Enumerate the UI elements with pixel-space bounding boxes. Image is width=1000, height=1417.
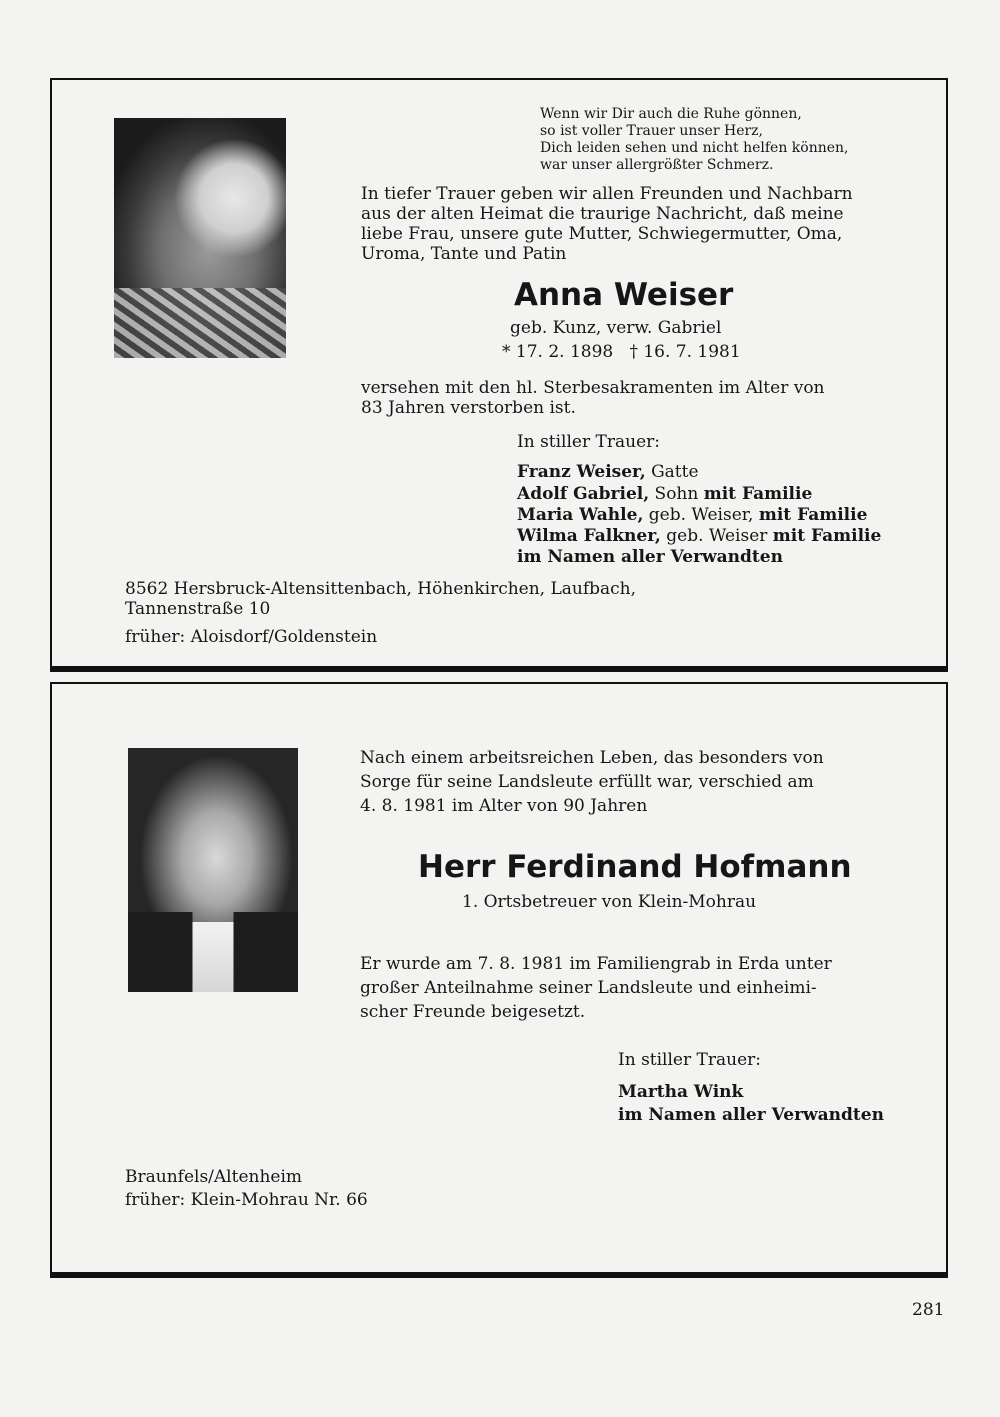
intro-line: Nach einem arbeitsreichen Leben, das besonders von <box>360 748 824 768</box>
poem-line: Wenn wir Dir auch die Ruhe gönnen, <box>540 106 802 122</box>
address-line: Braunfels/Altenheim <box>125 1167 303 1187</box>
obituary-anna-weiser <box>50 78 948 668</box>
role: 1. Ortsbetreuer von Klein-Mohrau <box>462 892 757 912</box>
obituary-ferdinand-hofmann <box>50 682 948 1274</box>
portrait-photo-ferdinand-hofmann <box>128 748 298 992</box>
former-home: früher: Aloisdorf/Goldenstein <box>125 627 378 647</box>
mourner-name: Franz Weiser, <box>517 462 646 482</box>
intro-line: Uroma, Tante und Patin <box>361 244 567 264</box>
mourner-relation: geb. Weiser, <box>643 505 759 525</box>
mourner-name: Adolf Gabriel, <box>517 484 650 504</box>
mourner-line: im Namen aller Verwandten <box>618 1105 884 1125</box>
intro-line: liebe Frau, unsere gute Mutter, Schwiegermutter, Oma, <box>361 224 843 244</box>
mourner-name: Maria Wahle, <box>517 505 644 525</box>
deceased-name: Herr Ferdinand Hofmann <box>418 849 852 885</box>
mourner-line <box>517 526 881 546</box>
age-line: versehen mit den hl. Sterbesakramenten im Alter von <box>361 378 825 398</box>
mourner-relation: Gatte <box>645 462 699 482</box>
intro-line: In tiefer Trauer geben wir allen Freunden und Nachbarn <box>361 184 853 204</box>
address-line: Tannenstraße 10 <box>125 599 271 619</box>
life-dates: * 17. 2. 1898 † 16. 7. 1981 <box>502 342 741 362</box>
address-line: 8562 Hersbruck-Altensittenbach, Höhenkirchen, Laufbach, <box>125 579 637 599</box>
deceased-name: Anna Weiser <box>514 277 734 313</box>
mourner-name: Wilma Falkner, <box>517 526 661 546</box>
mourning-label: In stiller Trauer: <box>618 1050 761 1070</box>
poem-line: so ist voller Trauer unser Herz, <box>540 123 764 139</box>
mourning-label: In stiller Trauer: <box>517 432 660 452</box>
mourner-name: Martha Wink <box>618 1082 744 1102</box>
intro-line: aus der alten Heimat die traurige Nachricht, daß meine <box>361 204 844 224</box>
page-number: 281 <box>912 1300 945 1320</box>
mourner-line: im Namen aller Verwandten <box>517 547 783 567</box>
mourner-relation: Sohn <box>649 484 704 504</box>
portrait-photo-anna-weiser <box>114 118 286 358</box>
poem-line: war unser allergrößter Schmerz. <box>540 157 774 173</box>
intro-line: Sorge für seine Landsleute erfüllt war, verschied am <box>360 772 814 792</box>
poem-line: Dich leiden sehen und nicht helfen können, <box>540 140 849 156</box>
mourner-relation: geb. Weiser <box>660 526 773 546</box>
intro-line: 4. 8. 1981 im Alter von 90 Jahren <box>360 796 648 816</box>
burial-line: Er wurde am 7. 8. 1981 im Familiengrab in Erda unter <box>360 954 832 974</box>
birth-names: geb. Kunz, verw. Gabriel <box>510 318 722 338</box>
mourner-suffix: mit Familie <box>703 484 813 504</box>
mourner-suffix: mit Familie <box>758 505 868 525</box>
mourner-line <box>517 505 867 525</box>
burial-line: großer Anteilnahme seiner Landsleute und einheimi- <box>360 978 817 998</box>
age-line: 83 Jahren verstorben ist. <box>361 398 576 418</box>
mourner-suffix: mit Familie <box>772 526 882 546</box>
mourner-line <box>517 484 812 504</box>
mourner-line <box>517 462 699 482</box>
burial-line: scher Freunde beigesetzt. <box>360 1002 586 1022</box>
former-home: früher: Klein-Mohrau Nr. 66 <box>125 1190 368 1210</box>
